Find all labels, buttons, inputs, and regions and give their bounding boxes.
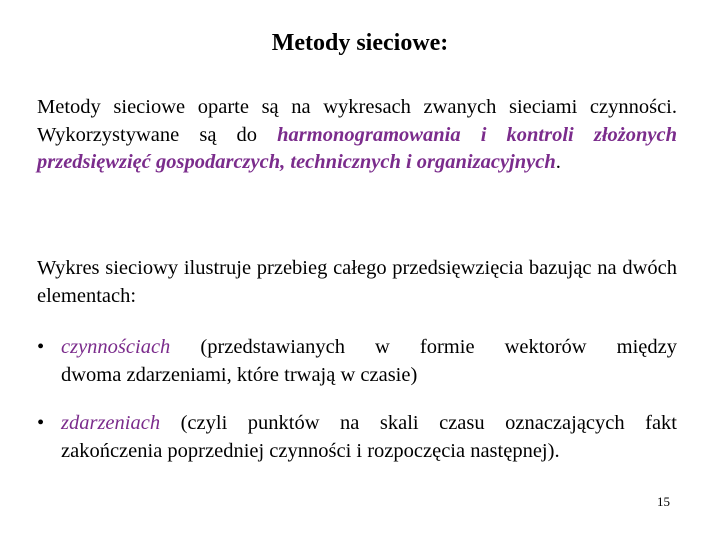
paragraph-network-diagram: Wykres sieciowy ilustruje przebieg całego przedsięwzięcia bazując na dwóch elementach: (37, 257, 677, 307)
paragraph-definition (37, 94, 677, 177)
bullet-item-events (37, 409, 677, 465)
bullet-text: (czyli punktów na skali czasu oznaczających fakt (180, 412, 677, 434)
bullet-second-line: zakończenia poprzedniej czynności i rozpoczęcia następnej). (61, 440, 560, 462)
paragraph-definition-text: Metody sieciowe oparte są na wykresach zwanych sieciami czynności. Wykorzystywane są do (37, 96, 677, 146)
bullet-second-line: dwoma zdarzeniami, które trwają w czasie) (61, 364, 418, 386)
bullet-text: (przedstawianych w formie wektorów między (200, 336, 678, 358)
page-number: 15 (657, 494, 670, 509)
bullet-term: zdarzeniach (61, 412, 161, 434)
bullet-icon: • (37, 412, 45, 434)
bullet-first-line (37, 333, 677, 361)
bullet-term: czynnościach (61, 336, 171, 358)
slide-title: Metody sieciowe: (271, 30, 449, 56)
bullet-first-text (61, 409, 677, 437)
bullet-first-text (61, 333, 677, 361)
bullet-first-line (37, 409, 677, 437)
paragraph-definition-end: . (555, 151, 561, 173)
bullet-icon: • (37, 336, 45, 358)
bullet-item-activities (37, 333, 677, 389)
paragraph-definition-emphasis: harmonogramowania i kontroli złożonych przedsięwzięć gospodarczych, technicznych i organizacyjnych (37, 123, 677, 173)
